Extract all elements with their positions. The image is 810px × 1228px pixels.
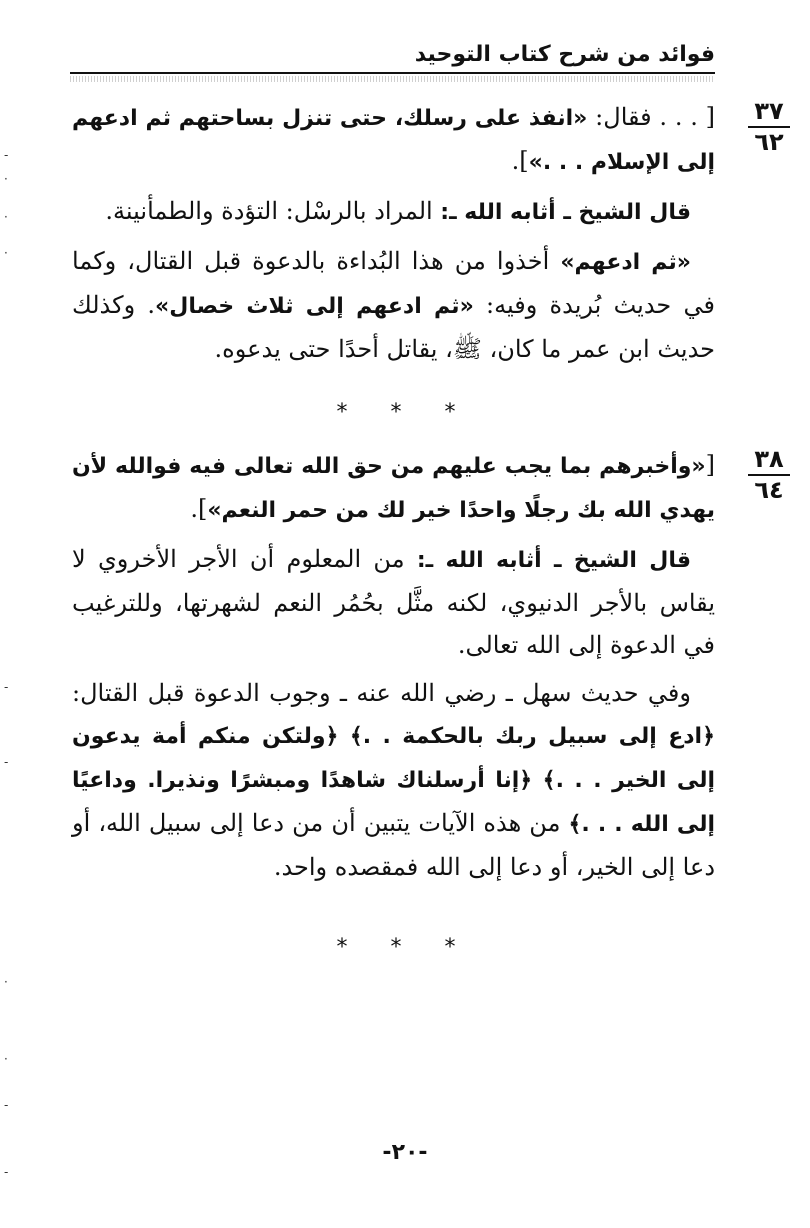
quran-verses: ﴿ادع إلى سبيل ربك بالحكمة . .﴾ ﴿ولتكن منكم أمة يدعون إلى الخير . . .﴾ ﴿إنا أرسلناك شاهدًا ومبشرًا ونذيرا. وداعيًا إلى الله . . .﴾ xyxy=(72,724,715,837)
paragraph-commentary xyxy=(72,190,715,234)
header-rule xyxy=(70,72,715,74)
margin-speck: - xyxy=(4,680,9,694)
margin-speck: · xyxy=(4,246,8,260)
margin-speck: - xyxy=(4,1098,9,1112)
section-body xyxy=(72,96,715,376)
paragraph-commentary-2 xyxy=(72,672,715,888)
header-band xyxy=(70,76,715,82)
margin-speck: · xyxy=(4,172,8,186)
section-number-bottom: ٦٤ xyxy=(754,476,784,504)
sheikh-lead: قال الشيخ ـ أثابه الله ـ: xyxy=(440,200,691,225)
hadith-quote: «ثم ادعهم إلى ثلاث خصال» xyxy=(155,294,474,319)
section-number-bottom: ٦٢ xyxy=(754,128,784,156)
section-body xyxy=(72,444,715,894)
hadith-quote: «وأخبرهم بما يجب عليهم من حق الله تعالى فيه فوالله لأن يهدي الله بك رجلًا واحدًا خير لك من حمر النعم» xyxy=(72,454,715,523)
margin-speck: - xyxy=(4,148,9,162)
page-number: -٢٠- xyxy=(382,1140,428,1165)
quote-suffix: ]. xyxy=(190,495,208,523)
sheikh-lead: قال الشيخ ـ أثابه الله ـ: xyxy=(416,548,691,573)
hadith-quote: «انفذ على رسلك، حتى تنزل بساحتهم ثم ادعهم إلى الإسلام . . .» xyxy=(72,106,715,175)
section-37 xyxy=(72,96,800,436)
paragraph-commentary xyxy=(72,538,715,666)
commentary-text: من هذه الآيات يتبين أن من دعا إلى سبيل الله، أو دعا إلى الخير، أو دعا إلى الله فمقصده واحد. xyxy=(72,809,715,881)
section-number xyxy=(742,446,796,503)
hadith-quote: «ثم ادعهم» xyxy=(560,250,691,275)
section-separator: * * * xyxy=(336,400,474,425)
section-number xyxy=(742,98,796,155)
running-header xyxy=(70,38,715,78)
commentary-text: . وكذلك حديث ابن عمر ما كان، ﷺ، يقاتل أحدًا حتى يدعوه. xyxy=(72,291,715,363)
paragraph-commentary-2 xyxy=(72,240,715,370)
commentary-text: وفي حديث سهل ـ رضي الله عنه ـ وجوب الدعوة قبل القتال: xyxy=(72,679,691,707)
paragraph-quote xyxy=(72,444,715,532)
running-header-title: فوائد من شرح كتاب التوحيد xyxy=(414,42,715,67)
commentary-text: أخذوا من هذا البُداءة بالدعوة قبل القتال، وكما في حديث بُريدة وفيه: xyxy=(72,247,715,319)
section-separator: * * * xyxy=(336,935,474,960)
quote-prefix: [ . . . فقال: xyxy=(587,103,716,131)
margin-speck: · xyxy=(4,975,8,989)
quote-suffix: ]. xyxy=(511,147,529,175)
margin-speck: · xyxy=(4,1052,8,1066)
margin-speck: · xyxy=(4,210,8,224)
margin-speck: - xyxy=(4,755,9,769)
margin-speck: - xyxy=(4,1165,9,1179)
section-number-top: ٣٧ xyxy=(754,97,784,125)
section-38 xyxy=(72,444,800,914)
section-number-top: ٣٨ xyxy=(754,445,784,473)
paragraph-quote xyxy=(72,96,715,184)
commentary-text: من المعلوم أن الأجر الأخروي لا يقاس بالأجر الدنيوي، لكنه مثَّل بحُمُر النعم لشهرتها، وللترغيب في الدعوة إلى الله تعالى. xyxy=(72,545,715,659)
quote-prefix: [ xyxy=(705,451,715,479)
commentary-text: المراد بالرسْل: التؤدة والطمأنينة. xyxy=(105,197,441,225)
